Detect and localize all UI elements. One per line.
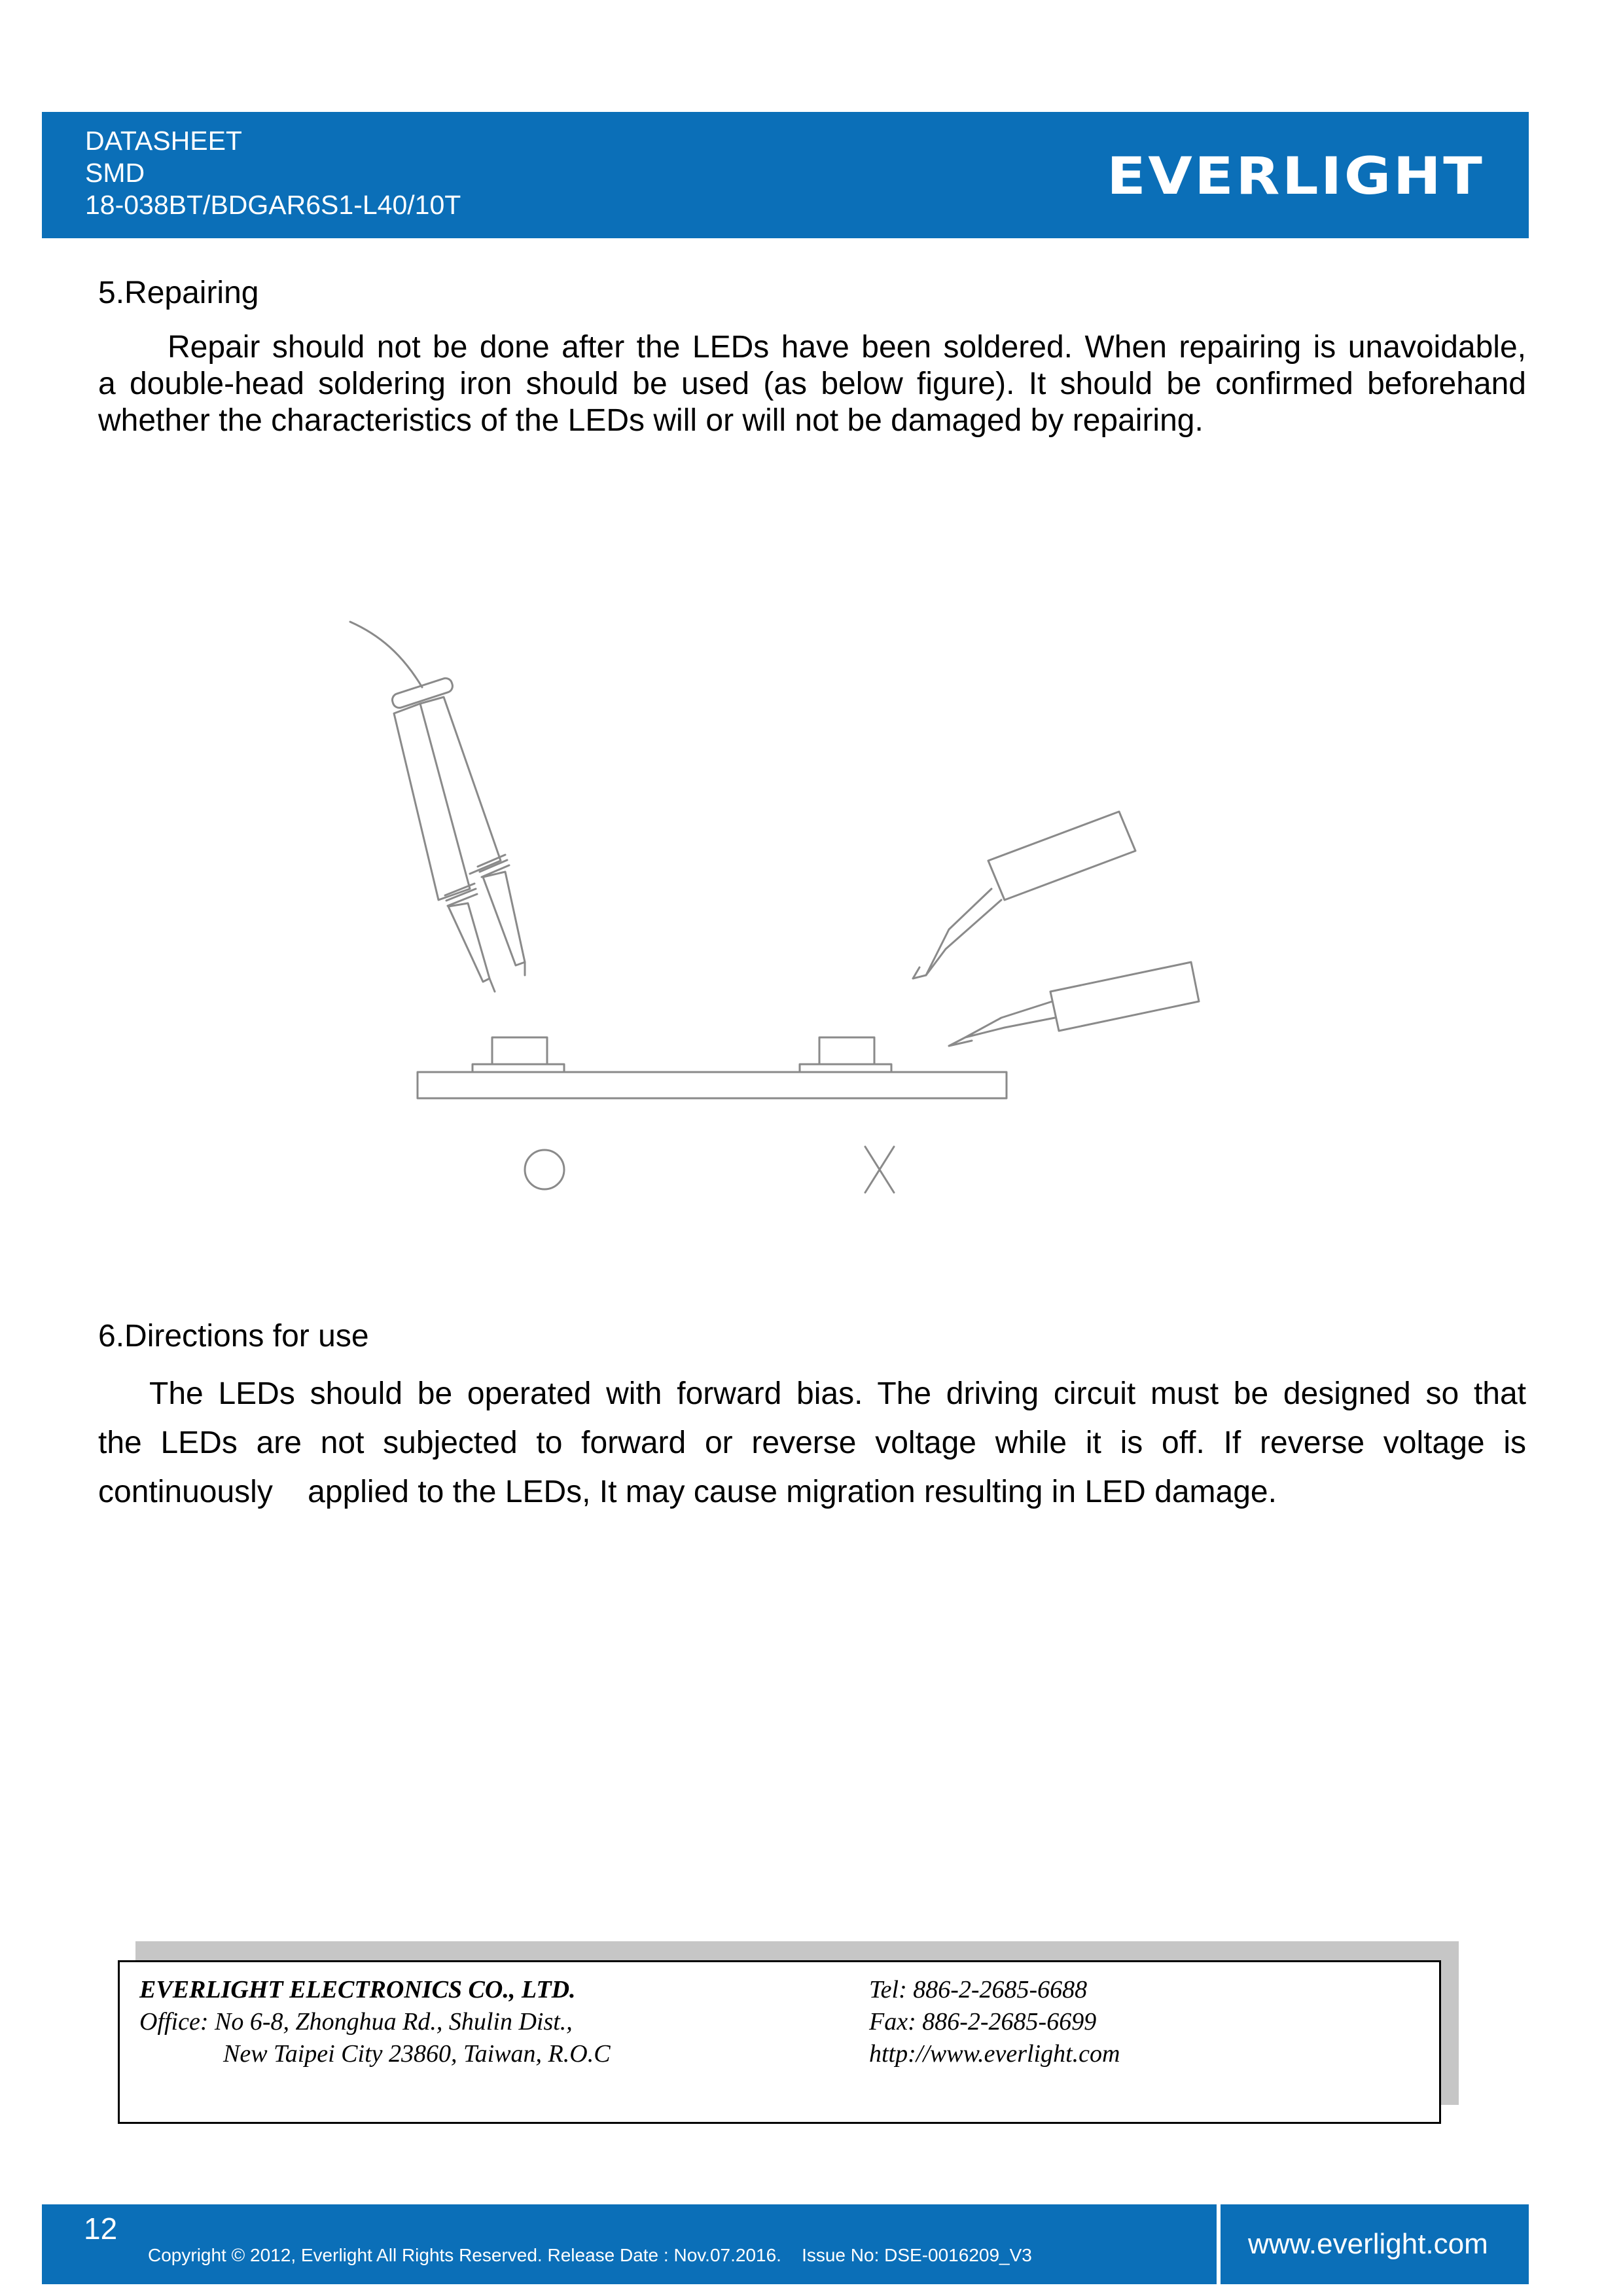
footer-bar	[42, 2204, 1529, 2284]
iron-tip-left	[448, 903, 490, 982]
header-title-block	[85, 125, 461, 221]
footer-divider	[1217, 2204, 1221, 2284]
contact-address-block	[139, 1974, 611, 2070]
company-name: EVERLIGHT ELECTRONICS CO., LTD.	[139, 1976, 576, 2003]
single-iron-lower-tip	[965, 1001, 1055, 1037]
single-iron-upper-handle	[988, 812, 1135, 900]
single-iron-upper-point	[913, 967, 926, 978]
paragraph-line: the LEDs are not subjected to forward or reverse voltage while it is off. If reverse voltage is	[98, 1426, 1526, 1460]
repair-figure	[340, 609, 1257, 1211]
section-5-title: 5.Repairing	[98, 276, 259, 310]
led-left-body	[492, 1037, 547, 1064]
double-iron-arm-left	[394, 704, 470, 900]
single-iron-lower-handle	[1050, 962, 1199, 1031]
copyright-notice: Copyright © 2012, Everlight All Rights Reserved. Release Date : Nov.07.2016. Issue No: DSE-0016209_V3	[148, 2245, 1032, 2265]
section-6-paragraph	[98, 1369, 1526, 1516]
office-address-line-1: Office: No 6-8, Zhonghua Rd., Shulin Dist.,	[139, 2008, 573, 2036]
double-iron-arm-right	[420, 697, 501, 874]
header-smd-label: SMD	[85, 158, 145, 188]
everlight-logo: EVERLIGHT	[1106, 147, 1484, 206]
contact-fax: Fax: 886-2-2685-6699	[869, 2008, 1097, 2036]
page-number: 12	[84, 2212, 118, 2246]
header-datasheet-label: DATASHEET	[85, 126, 242, 156]
repair-illustration	[340, 609, 1257, 1211]
contact-box	[118, 1960, 1441, 2124]
iron-tip-right	[483, 872, 525, 965]
section-6-title: 6.Directions for use	[98, 1319, 369, 1354]
paragraph-line: whether the characteristics of the LEDs will or will not be damaged by repairing.	[98, 403, 1204, 438]
pcb-board	[418, 1072, 1007, 1098]
led-left-base	[473, 1064, 564, 1072]
paragraph-line: The LEDs should be operated with forward bias. The driving circuit must be designed so that	[149, 1376, 1526, 1411]
office-address-line-2: New Taipei City 23860, Taiwan, R.O.C	[223, 2040, 611, 2068]
contact-web-link[interactable]: http://www.everlight.com	[869, 2040, 1120, 2068]
paragraph-line: Repair should not be done after the LEDs have been soldered. When repairing is unavoidable,	[168, 330, 1526, 365]
contact-tel: Tel: 886-2-2685-6688	[869, 1976, 1088, 2003]
header-bar	[42, 112, 1529, 238]
footer-website-link[interactable]: www.everlight.com	[1248, 2228, 1488, 2260]
led-right-base	[800, 1064, 891, 1072]
header-part-number: 18-038BT/BDGAR6S1-L40/10T	[85, 190, 461, 220]
ok-circle-icon	[525, 1150, 564, 1189]
led-right-body	[819, 1037, 874, 1064]
single-iron-upper-tip	[926, 889, 1001, 975]
iron-coil-left	[445, 884, 477, 906]
iron-tip-points	[490, 962, 525, 992]
iron-cable	[350, 622, 422, 687]
iron-clamp-ring	[391, 677, 454, 709]
contact-details-block	[869, 1974, 1120, 2070]
paragraph-line: a double-head soldering iron should be used (as below figure). It should be confirmed beforehand	[98, 367, 1526, 401]
ng-cross-icon	[865, 1147, 894, 1193]
paragraph-line: continuously applied to the LEDs, It may cause migration resulting in LED damage.	[98, 1475, 1277, 1509]
single-iron-lower-point	[949, 1037, 972, 1046]
section-5-paragraph	[98, 329, 1526, 439]
